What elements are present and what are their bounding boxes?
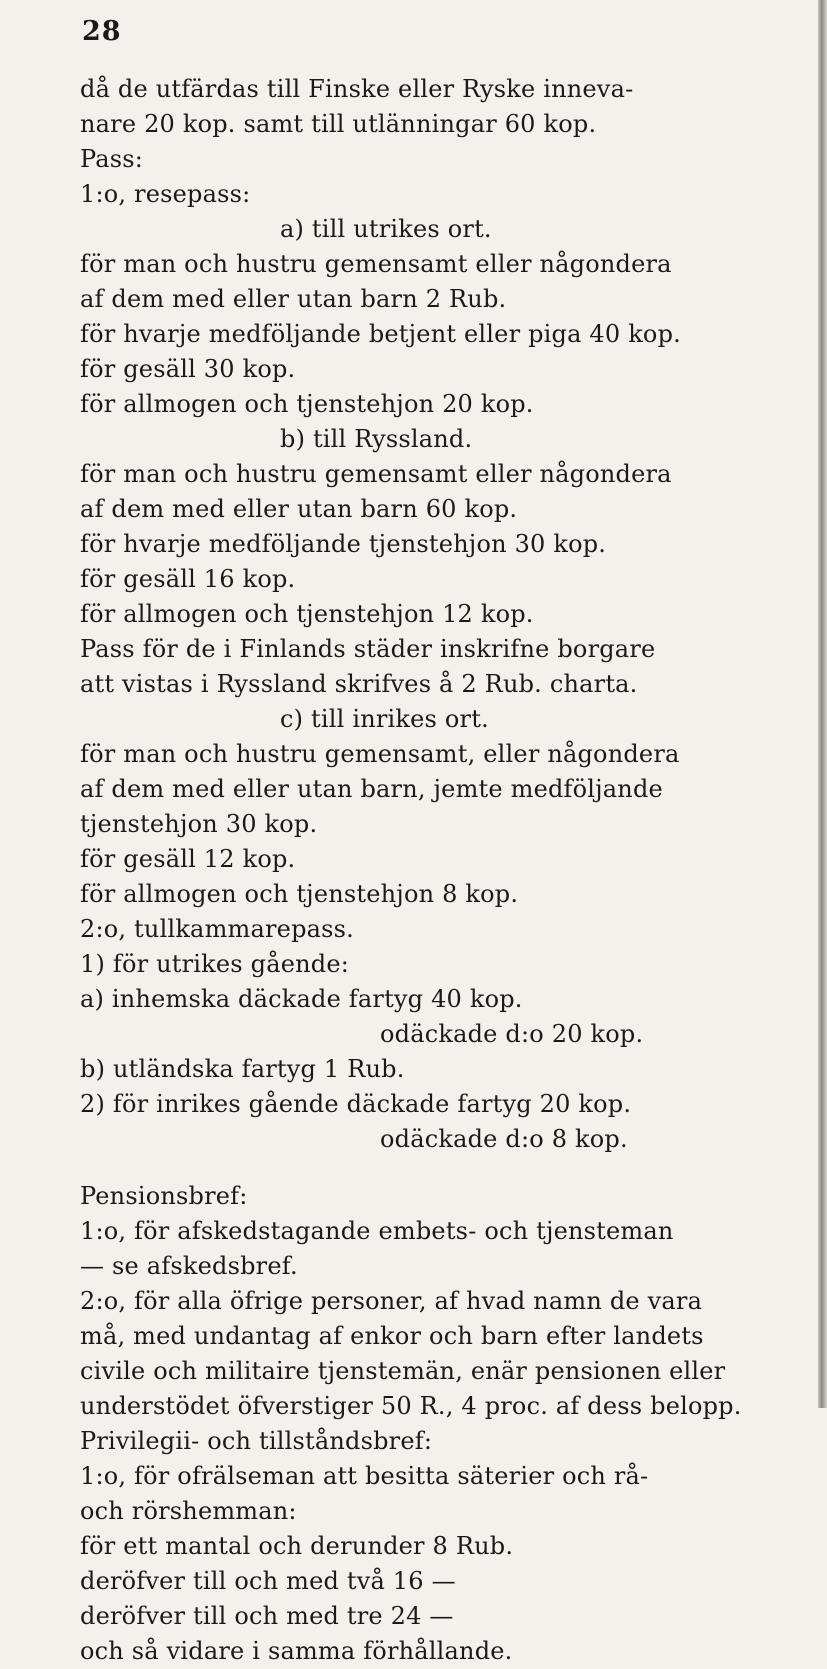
page-number: 28	[82, 16, 122, 47]
text-line: deröfver till och med tre 24 —	[80, 1602, 454, 1630]
body-text	[80, 72, 816, 1669]
text-line: för allmogen och tjenstehjon 20 kop.	[80, 390, 534, 418]
text-line: odäckade d:o 8 kop.	[380, 1125, 628, 1153]
text-line: civile och militaire tjenstemän, enär pensionen eller	[80, 1357, 726, 1385]
spacer	[80, 1157, 816, 1179]
text-line: Pass för de i Finlands städer inskrifne borgare	[80, 635, 656, 663]
text-line: b) utländska fartyg 1 Rub.	[80, 1055, 405, 1083]
section-heading-pensionsbref: Pensionsbref:	[80, 1182, 248, 1210]
text-line: af dem med eller utan barn 2 Rub.	[80, 285, 507, 313]
text-line: för man och hustru gemensamt, eller någondera	[80, 740, 680, 768]
text-line: för ett mantal och derunder 8 Rub.	[80, 1532, 514, 1560]
text-line: då de utfärdas till Finske eller Ryske inneva-	[80, 75, 634, 103]
text-line: — se afskedsbref.	[80, 1252, 298, 1280]
text-line: 2:o, för alla öfrige personer, af hvad namn de vara	[80, 1287, 703, 1315]
text-line: för man och hustru gemensamt eller någondera	[80, 250, 672, 278]
text-line: tjenstehjon 30 kop.	[80, 810, 318, 838]
sub-heading: c) till inrikes ort.	[280, 705, 489, 733]
text-line: 2) för inrikes gående däckade fartyg 20 kop.	[80, 1090, 632, 1118]
text-line: för gesäll 30 kop.	[80, 355, 296, 383]
text-line: och så vidare i samma förhållande.	[80, 1637, 513, 1665]
text-line: för gesäll 12 kop.	[80, 845, 296, 873]
text-line: för man och hustru gemensamt eller någondera	[80, 460, 672, 488]
text-line: att vistas i Ryssland skrifves å 2 Rub. charta.	[80, 670, 638, 698]
text-line: deröfver till och med två 16 —	[80, 1567, 456, 1595]
text-line: odäckade d:o 20 kop.	[380, 1020, 644, 1048]
text-line: understödet öfverstiger 50 R., 4 proc. af dess belopp.	[80, 1392, 742, 1420]
subsection-heading: 1:o, resepass:	[80, 180, 251, 208]
section-heading-pass: Pass:	[80, 145, 144, 173]
text-line: för allmogen och tjenstehjon 8 kop.	[80, 880, 519, 908]
subsection-heading: 2:o, tullkammarepass.	[80, 915, 355, 943]
text-line: nare 20 kop. samt till utlänningar 60 kop.	[80, 110, 597, 138]
sub-heading: b) till Ryssland.	[280, 425, 473, 453]
text-line: för hvarje medföljande tjenstehjon 30 kop.	[80, 530, 607, 558]
text-line: 1:o, för afskedstagande embets- och tjensteman	[80, 1217, 674, 1245]
text-line: af dem med eller utan barn 60 kop.	[80, 495, 518, 523]
text-line: för allmogen och tjenstehjon 12 kop.	[80, 600, 534, 628]
text-line: 1) för utrikes gående:	[80, 950, 350, 978]
text-line: a) inhemska däckade fartyg 40 kop.	[80, 985, 523, 1013]
sub-heading: a) till utrikes ort.	[280, 215, 492, 243]
section-heading-privilegii: Privilegii- och tillståndsbref:	[80, 1427, 433, 1455]
text-line: må, med undantag af enkor och barn efter landets	[80, 1322, 704, 1350]
text-line: för hvarje medföljande betjent eller piga 40 kop.	[80, 320, 681, 348]
text-line: för gesäll 16 kop.	[80, 565, 296, 593]
text-line: och rörshemman:	[80, 1497, 297, 1525]
page-edge-shadow	[818, 0, 827, 1408]
text-line: af dem med eller utan barn, jemte medföljande	[80, 775, 663, 803]
text-line: 1:o, för ofrälseman att besitta säterier och rå-	[80, 1462, 649, 1490]
